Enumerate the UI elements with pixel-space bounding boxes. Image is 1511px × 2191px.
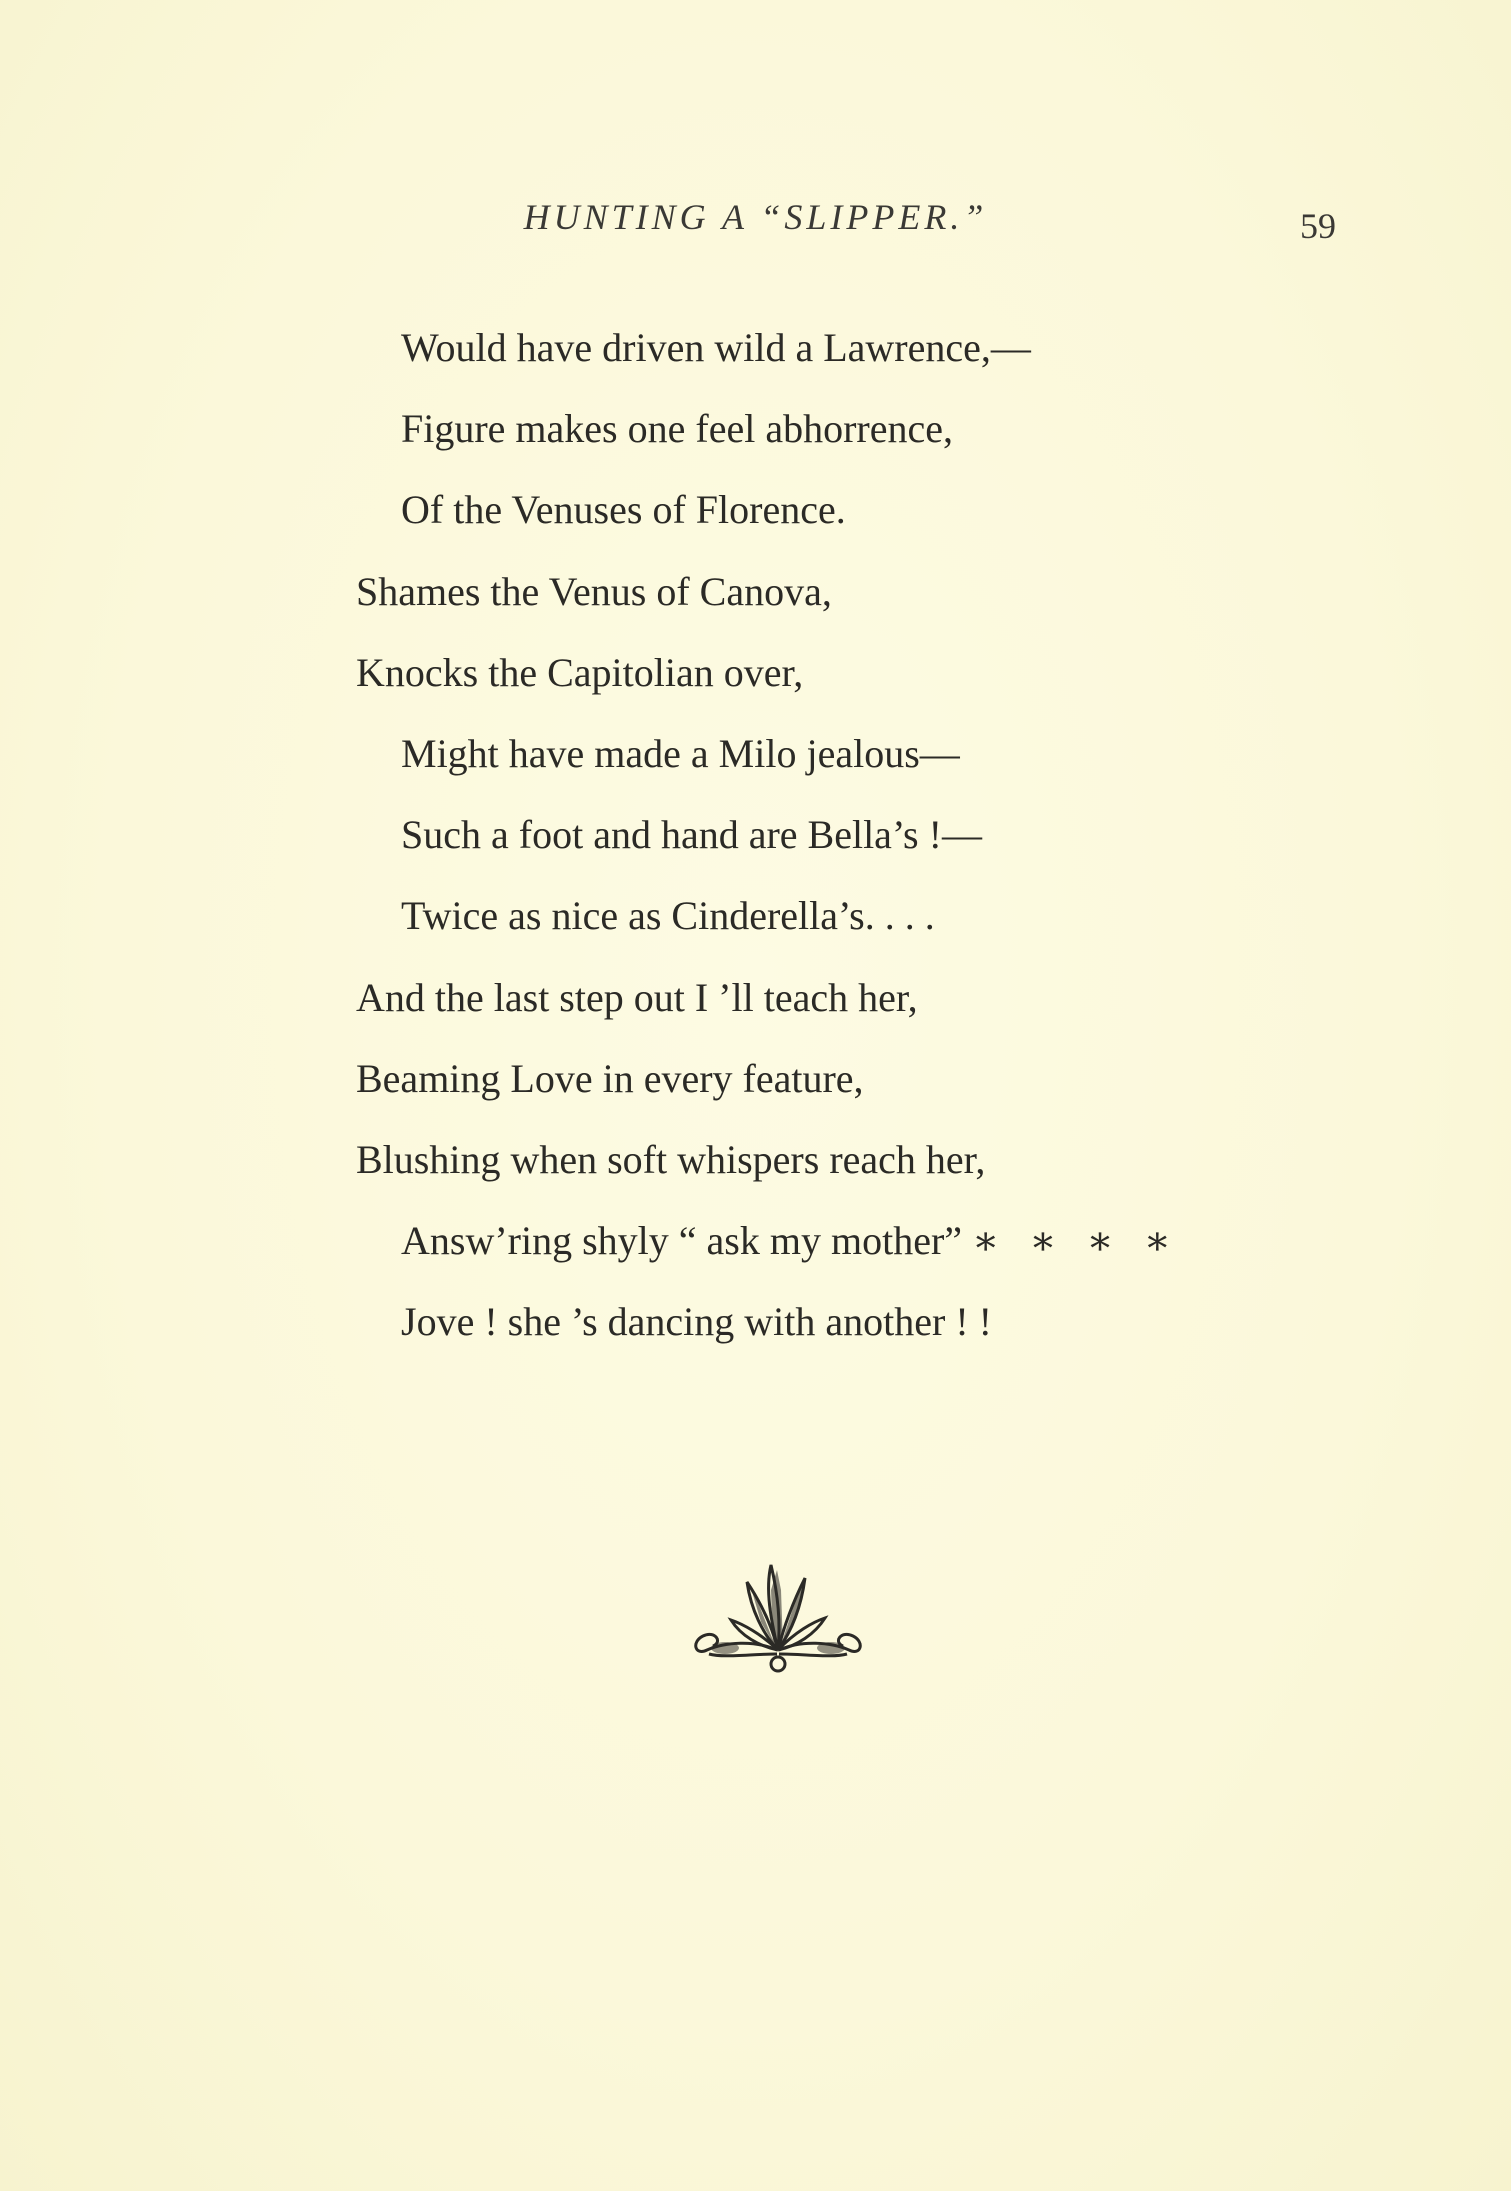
verse-line-text: Of the Venuses of Florence. [401,487,846,533]
verse-line [356,566,1356,647]
verse-line-text: Twice as nice as Cinderella’s. . . . [401,893,935,939]
verse-line [356,972,1356,1053]
asterisk-ellipsis: ∗ ∗ ∗ ∗ [962,1218,1171,1264]
verse-line [356,1215,1356,1296]
verse-line [356,1134,1356,1215]
floral-tailpiece-icon [685,1550,870,1675]
verse-line [356,728,1356,809]
verse-line-text: Might have made a Milo jealous— [401,730,960,776]
verse-line [356,403,1356,484]
verse-line-text: Shames the Venus of Canova, [356,568,832,614]
page-number: 59 [1300,206,1336,246]
verse-line-text: Would have driven wild a Lawrence,— [401,325,1031,370]
poem-verse [356,322,1356,1377]
verse-line-text: Blushing when soft whispers reach her, [356,1136,986,1182]
verse-line-text: Answ’ring shyly “ ask my mother” [401,1218,963,1264]
verse-line [356,484,1356,565]
verse-line-text: And the last step out I ’ll teach her, [356,974,918,1020]
verse-line [356,1053,1356,1134]
verse-line [356,809,1356,890]
verse-line-text: Figure makes one feel abhorrence, [401,406,953,452]
verse-line [356,1296,1356,1377]
verse-line-text: Such a foot and hand are Bella’s !— [401,812,982,858]
verse-line-text: Knocks the Capitolian over, [356,649,804,695]
verse-line-text: Beaming Love in every feature, [356,1055,864,1101]
verse-line-text: Jove ! she ’s dancing with another ! ! [401,1299,992,1345]
verse-line [356,322,1356,403]
verse-line [356,890,1356,971]
verse-line [356,647,1356,728]
running-title: HUNTING A “SLIPPER.” [523,197,988,237]
